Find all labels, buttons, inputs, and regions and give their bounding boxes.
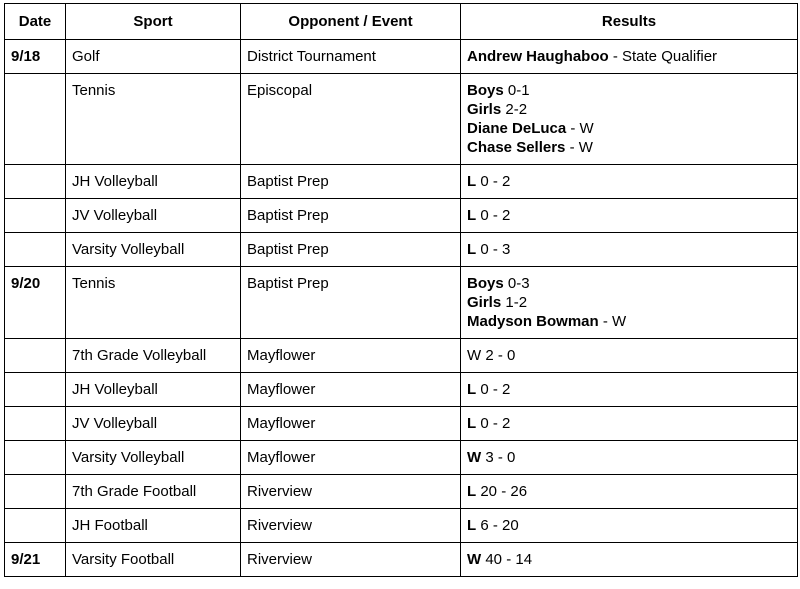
sport-cell: JV Volleyball <box>66 407 241 441</box>
result-text: - W <box>565 139 593 156</box>
header-row <box>5 4 798 40</box>
table-row <box>5 199 798 233</box>
result-line <box>467 380 791 399</box>
results-cell <box>461 407 798 441</box>
result-emphasis: L <box>467 207 477 224</box>
result-text: 40 - 14 <box>481 551 533 568</box>
opponent-cell: Mayflower <box>241 407 461 441</box>
results-cell <box>461 543 798 577</box>
result-text: 3 - 0 <box>481 449 516 466</box>
table-row <box>5 475 798 509</box>
result-text: - State Qualifier <box>608 48 718 65</box>
result-emphasis: L <box>467 381 477 398</box>
result-text: 0 - 2 <box>476 173 511 190</box>
opponent-cell: Mayflower <box>241 373 461 407</box>
result-text: 1-2 <box>501 294 528 311</box>
date-cell <box>5 165 66 199</box>
date-cell <box>5 475 66 509</box>
opponent-cell: Baptist Prep <box>241 199 461 233</box>
opponent-cell: Riverview <box>241 543 461 577</box>
sport-cell: 7th Grade Football <box>66 475 241 509</box>
results-cell <box>461 74 798 165</box>
result-emphasis: Andrew Haughaboo <box>467 48 609 65</box>
opponent-cell: Baptist Prep <box>241 267 461 339</box>
date-cell: 9/21 <box>5 543 66 577</box>
opponent-cell: Riverview <box>241 475 461 509</box>
opponent-cell: Baptist Prep <box>241 165 461 199</box>
result-line <box>467 240 791 259</box>
results-cell <box>461 339 798 373</box>
date-cell <box>5 74 66 165</box>
header-sport: Sport <box>66 4 241 40</box>
date-cell <box>5 339 66 373</box>
results-table <box>4 3 798 577</box>
result-emphasis: L <box>467 173 477 190</box>
results-cell <box>461 267 798 339</box>
sport-cell: Tennis <box>66 267 241 339</box>
date-cell <box>5 509 66 543</box>
result-text: - W <box>566 120 594 137</box>
result-line <box>467 81 791 100</box>
results-cell <box>461 165 798 199</box>
date-cell <box>5 199 66 233</box>
table-body <box>5 40 798 577</box>
result-line <box>467 47 791 66</box>
result-line <box>467 274 791 293</box>
results-cell <box>461 199 798 233</box>
result-emphasis: W <box>467 449 482 466</box>
result-emphasis: Madyson Bowman <box>467 313 599 330</box>
sport-cell: JH Football <box>66 509 241 543</box>
result-line <box>467 293 791 312</box>
table-row <box>5 233 798 267</box>
table-row <box>5 509 798 543</box>
result-emphasis: L <box>467 483 477 500</box>
sport-cell: 7th Grade Volleyball <box>66 339 241 373</box>
header-results: Results <box>461 4 798 40</box>
result-emphasis: Girls <box>467 294 502 311</box>
sport-cell: JH Volleyball <box>66 165 241 199</box>
result-text: 20 - 26 <box>476 483 528 500</box>
table-row <box>5 40 798 74</box>
sport-cell: Tennis <box>66 74 241 165</box>
result-text: 0-1 <box>503 82 530 99</box>
result-emphasis: W <box>467 551 482 568</box>
sport-cell: JH Volleyball <box>66 373 241 407</box>
results-cell <box>461 509 798 543</box>
results-cell <box>461 233 798 267</box>
table-row <box>5 74 798 165</box>
result-line <box>467 414 791 433</box>
results-cell <box>461 441 798 475</box>
result-line <box>467 119 791 138</box>
result-line <box>467 346 791 365</box>
result-text: 2-2 <box>501 101 528 118</box>
result-emphasis: Boys <box>467 275 504 292</box>
table-row <box>5 165 798 199</box>
date-cell <box>5 407 66 441</box>
opponent-cell: District Tournament <box>241 40 461 74</box>
date-cell: 9/20 <box>5 267 66 339</box>
result-line <box>467 312 791 331</box>
result-text: 0 - 2 <box>476 415 511 432</box>
result-line <box>467 100 791 119</box>
results-cell <box>461 40 798 74</box>
result-text: 0 - 3 <box>476 241 511 258</box>
result-text: 0 - 2 <box>476 207 511 224</box>
result-emphasis: Boys <box>467 82 504 99</box>
results-cell <box>461 373 798 407</box>
date-cell <box>5 441 66 475</box>
opponent-cell: Episcopal <box>241 74 461 165</box>
sport-cell: JV Volleyball <box>66 199 241 233</box>
result-emphasis: L <box>467 517 477 534</box>
result-text: W 2 - 0 <box>467 347 516 364</box>
opponent-cell: Riverview <box>241 509 461 543</box>
opponent-cell: Mayflower <box>241 339 461 373</box>
result-emphasis: Girls <box>467 101 502 118</box>
opponent-cell: Baptist Prep <box>241 233 461 267</box>
result-line <box>467 206 791 225</box>
table-row <box>5 373 798 407</box>
sport-cell: Varsity Volleyball <box>66 441 241 475</box>
table-row <box>5 441 798 475</box>
table-row <box>5 407 798 441</box>
result-emphasis: L <box>467 241 477 258</box>
date-cell <box>5 373 66 407</box>
result-line <box>467 482 791 501</box>
results-cell <box>461 475 798 509</box>
result-line <box>467 516 791 535</box>
result-text: 0 - 2 <box>476 381 511 398</box>
table-row <box>5 543 798 577</box>
result-line <box>467 550 791 569</box>
result-text: - W <box>598 313 627 330</box>
table-row <box>5 267 798 339</box>
sport-cell: Varsity Volleyball <box>66 233 241 267</box>
table-row <box>5 339 798 373</box>
result-emphasis: L <box>467 415 477 432</box>
date-cell <box>5 233 66 267</box>
date-cell: 9/18 <box>5 40 66 74</box>
result-emphasis: Chase Sellers <box>467 139 566 156</box>
opponent-cell: Mayflower <box>241 441 461 475</box>
sport-cell: Varsity Football <box>66 543 241 577</box>
result-line <box>467 172 791 191</box>
result-text: 0-3 <box>503 275 530 292</box>
result-text: 6 - 20 <box>476 517 519 534</box>
result-line <box>467 138 791 157</box>
sport-cell: Golf <box>66 40 241 74</box>
result-emphasis: Diane DeLuca <box>467 120 567 137</box>
header-date: Date <box>5 4 66 40</box>
header-opponent: Opponent / Event <box>241 4 461 40</box>
result-line <box>467 448 791 467</box>
